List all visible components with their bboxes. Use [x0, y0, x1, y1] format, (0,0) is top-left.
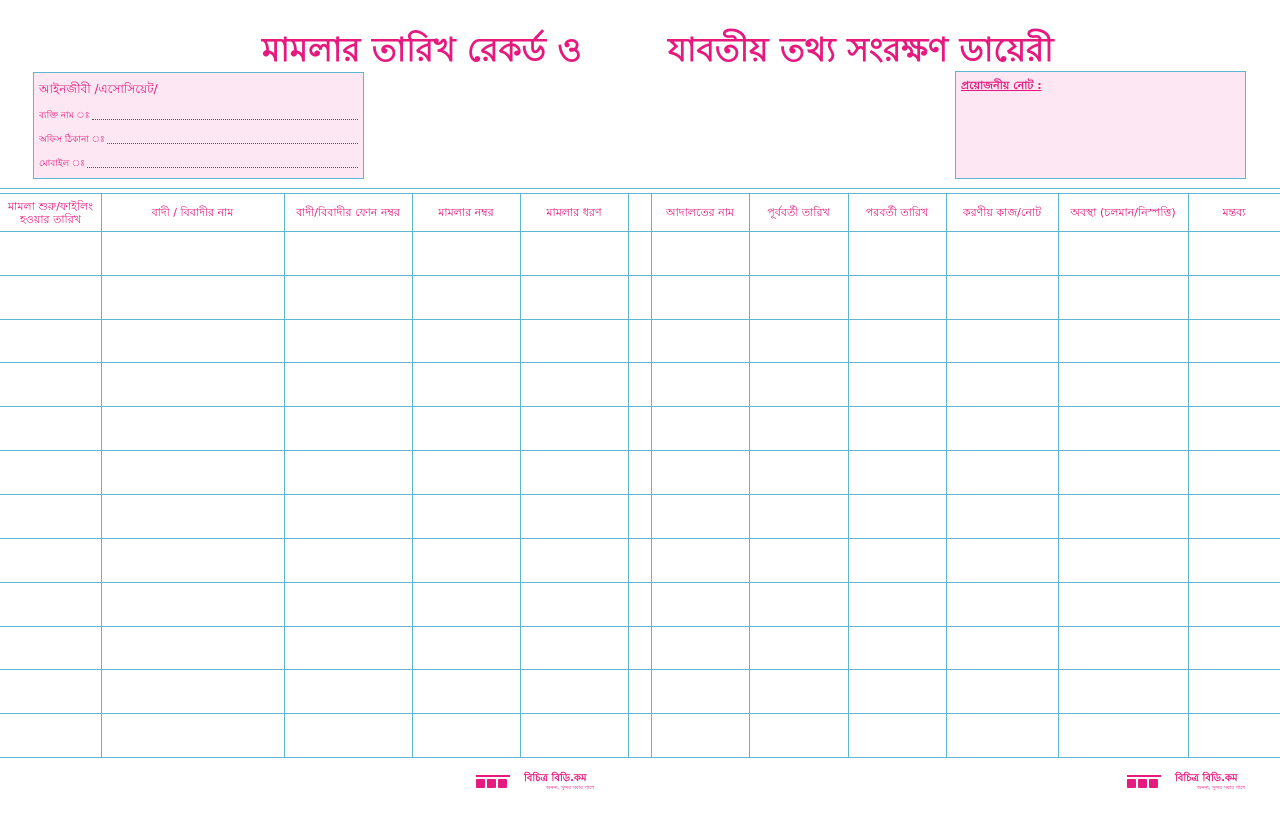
table-cell[interactable]: [1, 363, 101, 406]
table-cell[interactable]: [1189, 539, 1280, 582]
table-cell[interactable]: [102, 363, 284, 406]
table-cell[interactable]: [652, 232, 749, 275]
table-cell[interactable]: [652, 495, 749, 538]
table-cell[interactable]: [750, 407, 848, 450]
table-cell[interactable]: [1059, 714, 1188, 757]
table-cell[interactable]: [849, 320, 946, 362]
table-cell[interactable]: [947, 495, 1058, 538]
table-cell[interactable]: [413, 320, 520, 362]
column-header: বাদী/বিবাদীর ফোন নম্বর: [296, 206, 400, 219]
table-cell[interactable]: [947, 276, 1058, 319]
table-cell[interactable]: [413, 714, 520, 757]
table-cell[interactable]: [750, 539, 848, 582]
table-cell[interactable]: [285, 539, 412, 582]
table-cell[interactable]: [413, 407, 520, 450]
table-cell[interactable]: [1059, 276, 1188, 319]
mobile-field[interactable]: [39, 156, 358, 170]
table-cell[interactable]: [1189, 320, 1280, 362]
table-cell[interactable]: [629, 320, 651, 362]
table-cell[interactable]: [413, 363, 520, 406]
table-cell[interactable]: [849, 627, 946, 669]
table-cell[interactable]: [521, 451, 628, 494]
table-cell[interactable]: [102, 407, 284, 450]
table-cell[interactable]: [521, 363, 628, 406]
table-cell[interactable]: [947, 363, 1058, 406]
table-cell[interactable]: [102, 627, 284, 669]
table-cell[interactable]: [629, 670, 651, 713]
table-cell[interactable]: [521, 407, 628, 450]
table-cell[interactable]: [947, 451, 1058, 494]
table-cell[interactable]: [1059, 583, 1188, 626]
table-cell[interactable]: [285, 407, 412, 450]
table-cell[interactable]: [521, 320, 628, 362]
table-cell[interactable]: [1059, 363, 1188, 406]
lawyer-info-box: [33, 72, 364, 179]
table-cell[interactable]: [652, 714, 749, 757]
column-header: আদালতের নাম: [665, 206, 735, 219]
column-header: বাদী / বিবাদীর নাম: [151, 206, 234, 219]
table-cell[interactable]: [652, 320, 749, 362]
brand-tagline: অনন্য, সুন্দর সবার পাশে: [1197, 784, 1246, 791]
column-header: মামলার ধরণ: [546, 206, 602, 219]
table-cell[interactable]: [1059, 539, 1188, 582]
table-cell[interactable]: [1189, 232, 1280, 275]
table-cell[interactable]: [413, 276, 520, 319]
table-cell[interactable]: [413, 627, 520, 669]
footer-logo-center: [476, 771, 606, 793]
table-cell[interactable]: [947, 714, 1058, 757]
table-cell[interactable]: [849, 232, 946, 275]
table-cell[interactable]: [849, 670, 946, 713]
table-cell[interactable]: [1189, 407, 1280, 450]
page-title-left: মামলার তারিখ রেকর্ড ও: [262, 30, 582, 69]
table-cell[interactable]: [849, 407, 946, 450]
table-cell[interactable]: [849, 495, 946, 538]
table-cell[interactable]: [629, 407, 651, 450]
column-header: মন্তব্য: [1222, 206, 1246, 219]
brand-tagline: অনন্য, সুন্দর সবার পাশে: [546, 784, 595, 791]
table-cell[interactable]: [285, 451, 412, 494]
brand-logo-icon: [1127, 775, 1161, 789]
table-cell[interactable]: [750, 714, 848, 757]
table-cell[interactable]: [521, 670, 628, 713]
table-cell[interactable]: [413, 495, 520, 538]
lawyer-info-heading: আইনজীবী /এসোসিয়েট/: [39, 82, 158, 96]
office-address-label: অফিস ঠিকানা ঃ: [39, 135, 105, 145]
table-cell[interactable]: [947, 539, 1058, 582]
table-cell[interactable]: [1189, 495, 1280, 538]
table-cell[interactable]: [102, 276, 284, 319]
table-cell[interactable]: [102, 232, 284, 275]
brand-name: বিচিত্র বিডি.কম: [1175, 772, 1238, 784]
column-header: করণীয় কাজ/নোট: [962, 206, 1042, 219]
table-cell[interactable]: [1, 451, 101, 494]
table-cell[interactable]: [285, 583, 412, 626]
column-header: মামলা শুরু/ফাইলিং হওয়ার তারিখ: [8, 199, 93, 226]
table-cell[interactable]: [652, 363, 749, 406]
table-cell[interactable]: [750, 363, 848, 406]
table-cell[interactable]: [750, 276, 848, 319]
notes-box[interactable]: [955, 71, 1246, 179]
mobile-field-line: [87, 167, 358, 168]
table-cell[interactable]: [285, 320, 412, 362]
table-cell[interactable]: [1, 670, 101, 713]
column-header: পূর্ববর্তী তারিখ: [767, 206, 830, 219]
table-cell[interactable]: [413, 232, 520, 275]
table-cell[interactable]: [750, 627, 848, 669]
table-cell[interactable]: [1, 276, 101, 319]
table-cell[interactable]: [947, 232, 1058, 275]
table-cell[interactable]: [1059, 627, 1188, 669]
table-cell[interactable]: [750, 320, 848, 362]
mobile-field-label: মোবাইল ঃ: [39, 159, 85, 169]
table-cell[interactable]: [629, 495, 651, 538]
table-cell[interactable]: [629, 451, 651, 494]
office-address-field[interactable]: [39, 132, 358, 146]
table-cell[interactable]: [285, 232, 412, 275]
name-field[interactable]: [39, 108, 358, 122]
table-cell[interactable]: [1, 539, 101, 582]
table-cell[interactable]: [413, 670, 520, 713]
table-cell[interactable]: [849, 276, 946, 319]
page-title-right: যাবতীয় তথ্য সংরক্ষণ ডায়েরী: [668, 30, 1054, 69]
column-header: মামলার নম্বর: [438, 206, 494, 219]
table-cell[interactable]: [413, 451, 520, 494]
table-cell[interactable]: [750, 583, 848, 626]
table-cell[interactable]: [1, 232, 101, 275]
name-field-line: [92, 119, 359, 120]
table-cell[interactable]: [947, 627, 1058, 669]
table-cell[interactable]: [652, 627, 749, 669]
brand-logo-icon: [476, 775, 510, 789]
table-cell[interactable]: [102, 583, 284, 626]
notes-heading: প্রয়োজনীয় নোট :: [961, 79, 1042, 92]
brand-name: বিচিত্র বিডি.কম: [524, 772, 587, 784]
table-cell[interactable]: [285, 714, 412, 757]
table-cell[interactable]: [1, 714, 101, 757]
table-cell[interactable]: [521, 539, 628, 582]
table-cell[interactable]: [750, 451, 848, 494]
table-cell[interactable]: [521, 276, 628, 319]
top-double-rule: [0, 188, 1280, 189]
table-cell[interactable]: [652, 583, 749, 626]
table-cell[interactable]: [1189, 670, 1280, 713]
table-cell[interactable]: [1189, 583, 1280, 626]
table-cell[interactable]: [521, 627, 628, 669]
table-cell[interactable]: [521, 495, 628, 538]
table-cell[interactable]: [1059, 320, 1188, 362]
table-cell[interactable]: [652, 276, 749, 319]
table-cell[interactable]: [1, 407, 101, 450]
table-cell[interactable]: [1059, 232, 1188, 275]
table-cell[interactable]: [1059, 495, 1188, 538]
table-cell[interactable]: [521, 714, 628, 757]
table-cell[interactable]: [652, 407, 749, 450]
table-cell[interactable]: [629, 539, 651, 582]
footer-logo-right: [1127, 771, 1257, 793]
table-cell[interactable]: [285, 670, 412, 713]
table-cell[interactable]: [849, 583, 946, 626]
table-cell[interactable]: [1189, 451, 1280, 494]
table-cell[interactable]: [1, 627, 101, 669]
table-cell[interactable]: [652, 670, 749, 713]
table-cell[interactable]: [1, 320, 101, 362]
table-cell[interactable]: [947, 320, 1058, 362]
table-cell[interactable]: [1, 583, 101, 626]
table-cell[interactable]: [521, 232, 628, 275]
table-cell[interactable]: [652, 539, 749, 582]
table-cell[interactable]: [285, 495, 412, 538]
table-cell[interactable]: [102, 714, 284, 757]
table-cell[interactable]: [849, 451, 946, 494]
table-cell[interactable]: [629, 583, 651, 626]
table-cell[interactable]: [1, 495, 101, 538]
table-cell[interactable]: [102, 451, 284, 494]
table-cell[interactable]: [413, 539, 520, 582]
column-header: অবস্থা (চলমান/নিস্পত্তি): [1070, 206, 1176, 219]
table-cell[interactable]: [1189, 627, 1280, 669]
row-divider: [0, 757, 1280, 758]
table-cell[interactable]: [102, 495, 284, 538]
table-cell[interactable]: [849, 539, 946, 582]
table-cell[interactable]: [285, 627, 412, 669]
table-cell[interactable]: [629, 232, 651, 275]
table-cell[interactable]: [750, 232, 848, 275]
table-cell[interactable]: [285, 276, 412, 319]
table-cell[interactable]: [1189, 276, 1280, 319]
table-cell[interactable]: [102, 670, 284, 713]
table-cell[interactable]: [413, 583, 520, 626]
office-address-line: [107, 143, 358, 144]
table-cell[interactable]: [1189, 714, 1280, 757]
table-cell[interactable]: [652, 451, 749, 494]
column-header: [628, 194, 651, 231]
table-cell[interactable]: [629, 714, 651, 757]
table-cell[interactable]: [102, 539, 284, 582]
table-cell[interactable]: [629, 363, 651, 406]
table-cell[interactable]: [1059, 407, 1188, 450]
table-cell[interactable]: [849, 363, 946, 406]
table-cell[interactable]: [947, 670, 1058, 713]
table-cell[interactable]: [750, 495, 848, 538]
table-cell[interactable]: [1059, 451, 1188, 494]
table-cell[interactable]: [629, 627, 651, 669]
table-cell[interactable]: [849, 714, 946, 757]
name-field-label: ব্যক্তি নাম ঃ: [39, 111, 90, 121]
table-cell[interactable]: [947, 583, 1058, 626]
table-cell[interactable]: [1189, 363, 1280, 406]
table-cell[interactable]: [285, 363, 412, 406]
table-cell[interactable]: [102, 320, 284, 362]
table-cell[interactable]: [750, 670, 848, 713]
table-cell[interactable]: [629, 276, 651, 319]
column-header: পরবর্তী তারিখ: [865, 206, 929, 219]
table-cell[interactable]: [947, 407, 1058, 450]
table-cell[interactable]: [521, 583, 628, 626]
table-cell[interactable]: [1059, 670, 1188, 713]
